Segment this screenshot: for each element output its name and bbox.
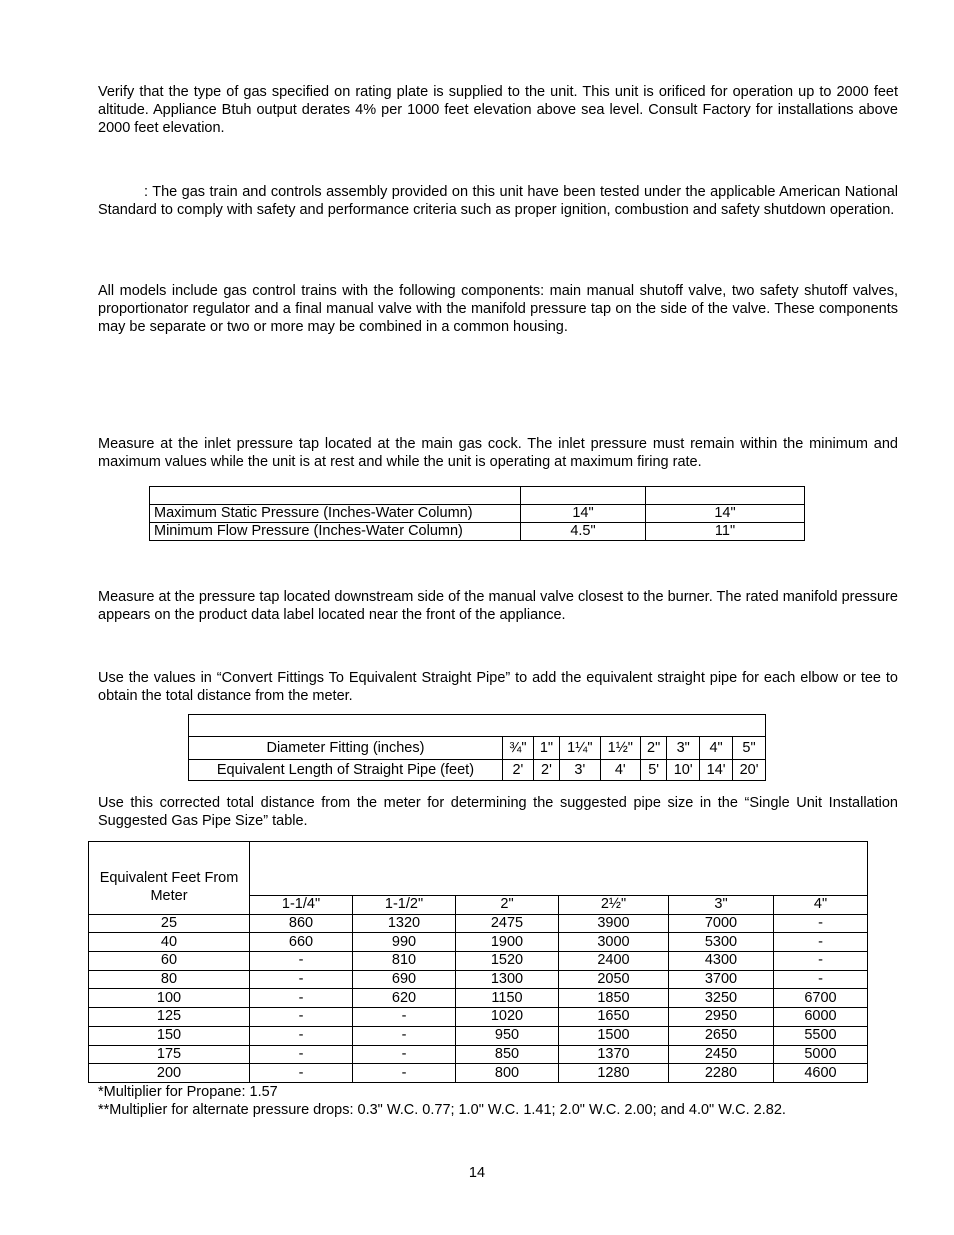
table-cell: 14' bbox=[700, 760, 733, 781]
propane-multiplier-note: *Multiplier for Propane: 1.57 bbox=[98, 1084, 278, 1100]
table-cell: 1320 bbox=[353, 914, 456, 933]
table-cell: - bbox=[250, 1045, 353, 1064]
table-cell: 2450 bbox=[669, 1045, 774, 1064]
table-cell: 1½" bbox=[600, 737, 640, 760]
table-cell: Minimum Flow Pressure (Inches-Water Column) bbox=[150, 523, 521, 541]
table-cell: 150 bbox=[89, 1026, 250, 1045]
table-cell: 125 bbox=[89, 1008, 250, 1027]
table-cell: 1850 bbox=[559, 989, 669, 1008]
table-cell: 20' bbox=[733, 760, 766, 781]
table-cell: 4' bbox=[600, 760, 640, 781]
table-cell: 3" bbox=[669, 896, 774, 915]
paragraph-gas-type: Verify that the type of gas specified on rating plate is supplied to the unit. This unit is orificed for operation up to 2000 feet altitude. Appliance Btuh output derates 4% per 1000 feet elevation above sea level. Consult Factory for installations above 2000 feet elevation. bbox=[98, 84, 898, 136]
table-cell: - bbox=[250, 952, 353, 971]
table-cell: - bbox=[250, 970, 353, 989]
paragraph-components: All models include gas control trains with the following components: main manual shutoff valve, two safety shutoff valves, proportionator regulator and a final manual valve with the manifold pressure tap on the side of the valve. These components may be separate or two or more may be combined in a common housing. bbox=[98, 283, 898, 335]
table-cell: 7000 bbox=[669, 914, 774, 933]
table-cell: 690 bbox=[353, 970, 456, 989]
table-cell: 1-1/2" bbox=[353, 896, 456, 915]
table-cell: 2½" bbox=[559, 896, 669, 915]
table-cell: 5' bbox=[641, 760, 667, 781]
table-cell: 2650 bbox=[669, 1026, 774, 1045]
table-cell: 2050 bbox=[559, 970, 669, 989]
table-cell: 2" bbox=[456, 896, 559, 915]
table-cell: 810 bbox=[353, 952, 456, 971]
table-cell: - bbox=[353, 1064, 456, 1083]
table-cell: 950 bbox=[456, 1026, 559, 1045]
table-cell: ¾" bbox=[502, 737, 533, 760]
table-row bbox=[89, 952, 868, 971]
table-cell: - bbox=[250, 1008, 353, 1027]
fittings-table bbox=[188, 714, 766, 781]
table-cell: 60 bbox=[89, 952, 250, 971]
table-row bbox=[89, 1045, 868, 1064]
paragraph-manifold-pressure: Measure at the pressure tap located downstream side of the manual valve closest to the burner. The rated manifold pressure appears on the product data label located near the front of the appliance. bbox=[98, 589, 898, 623]
table-cell: 2280 bbox=[669, 1064, 774, 1083]
table-cell: 1280 bbox=[559, 1064, 669, 1083]
table-cell: 3900 bbox=[559, 914, 669, 933]
table-cell: 1" bbox=[533, 737, 559, 760]
table-cell: 1500 bbox=[559, 1026, 669, 1045]
table-row bbox=[89, 933, 868, 952]
table-cell: 80 bbox=[89, 970, 250, 989]
row-header-cell: Equivalent Feet From Meter bbox=[89, 842, 250, 915]
table-cell: Diameter Fitting (inches) bbox=[189, 737, 503, 760]
table-cell: 200 bbox=[89, 1064, 250, 1083]
table-cell: 2" bbox=[641, 737, 667, 760]
table-cell: 3250 bbox=[669, 989, 774, 1008]
table-cell: - bbox=[774, 914, 868, 933]
table-cell: - bbox=[353, 1045, 456, 1064]
table-cell: - bbox=[250, 1026, 353, 1045]
table-row bbox=[89, 1026, 868, 1045]
table-cell: 800 bbox=[456, 1064, 559, 1083]
table-cell: 990 bbox=[353, 933, 456, 952]
table-cell: 11" bbox=[646, 523, 805, 541]
table-cell: 1650 bbox=[559, 1008, 669, 1027]
table-cell: 1-1/4" bbox=[250, 896, 353, 915]
table-cell: 2' bbox=[502, 760, 533, 781]
table-cell: 1¼" bbox=[560, 737, 600, 760]
paragraph-equivalent-pipe: Use the values in “Convert Fittings To Equivalent Straight Pipe” to add the equivalent straight pipe for each elbow or tee to obtain the total distance from the meter. bbox=[98, 670, 898, 704]
table-row bbox=[89, 914, 868, 933]
table-row bbox=[150, 523, 805, 541]
table-cell: 1150 bbox=[456, 989, 559, 1008]
paragraph-gas-train: : The gas train and controls assembly provided on this unit have been tested under the applicable American National Standard to comply with safety and performance criteria such as proper ignition, combustion and safety shutdown operation. bbox=[98, 184, 898, 218]
table-cell: 14" bbox=[646, 505, 805, 523]
table-cell: 5000 bbox=[774, 1045, 868, 1064]
table-cell: 5" bbox=[733, 737, 766, 760]
table-cell: 4600 bbox=[774, 1064, 868, 1083]
table-cell: 25 bbox=[89, 914, 250, 933]
table-cell: 1370 bbox=[559, 1045, 669, 1064]
gas-pipe-size-table bbox=[88, 841, 868, 1083]
table-cell: - bbox=[774, 952, 868, 971]
table-cell: 1900 bbox=[456, 933, 559, 952]
table-cell: 2400 bbox=[559, 952, 669, 971]
table-cell: 660 bbox=[250, 933, 353, 952]
table-cell: Equivalent Length of Straight Pipe (feet) bbox=[189, 760, 503, 781]
table-cell: - bbox=[250, 989, 353, 1008]
table-cell: 3' bbox=[560, 760, 600, 781]
table-cell: 100 bbox=[89, 989, 250, 1008]
table-cell: 3700 bbox=[669, 970, 774, 989]
table-cell: 5300 bbox=[669, 933, 774, 952]
table-cell: 3000 bbox=[559, 933, 669, 952]
paragraph-corrected-distance: Use this corrected total distance from the meter for determining the suggested pipe size in the “Single Unit Installation Suggested Gas Pipe Size” table. bbox=[98, 795, 898, 829]
table-cell: 1020 bbox=[456, 1008, 559, 1027]
table-cell: 6000 bbox=[774, 1008, 868, 1027]
table-cell: - bbox=[774, 933, 868, 952]
inlet-pressure-table bbox=[149, 486, 805, 541]
table-cell: - bbox=[353, 1026, 456, 1045]
table-cell: 5500 bbox=[774, 1026, 868, 1045]
table-cell: 1300 bbox=[456, 970, 559, 989]
table-row bbox=[150, 505, 805, 523]
table-cell: Maximum Static Pressure (Inches-Water Column) bbox=[150, 505, 521, 523]
table-cell: 6700 bbox=[774, 989, 868, 1008]
table-row bbox=[189, 760, 766, 781]
table-cell: 4" bbox=[700, 737, 733, 760]
table-cell: 2' bbox=[533, 760, 559, 781]
table-cell: 4300 bbox=[669, 952, 774, 971]
table-cell: 2475 bbox=[456, 914, 559, 933]
page-number: 14 bbox=[468, 1165, 486, 1181]
table-cell: 14" bbox=[521, 505, 646, 523]
table-row bbox=[189, 715, 766, 737]
table-row bbox=[189, 737, 766, 760]
table-row bbox=[89, 842, 868, 896]
table-cell: - bbox=[250, 1064, 353, 1083]
table-cell: - bbox=[774, 970, 868, 989]
table-cell: 175 bbox=[89, 1045, 250, 1064]
table-cell: 10' bbox=[667, 760, 700, 781]
table-row bbox=[150, 487, 805, 505]
table-row bbox=[89, 1008, 868, 1027]
table-cell: 860 bbox=[250, 914, 353, 933]
table-cell: 40 bbox=[89, 933, 250, 952]
pressure-drop-multiplier-note: **Multiplier for alternate pressure drops: 0.3" W.C. 0.77; 1.0" W.C. 1.41; 2.0" W.C. 2.00; and 4.0" W.C. 2.82. bbox=[98, 1102, 786, 1118]
table-cell: - bbox=[353, 1008, 456, 1027]
table-cell: 1520 bbox=[456, 952, 559, 971]
paragraph-inlet-pressure: Measure at the inlet pressure tap located at the main gas cock. The inlet pressure must remain within the minimum and maximum values while the unit is at rest and while the unit is operating at maximum firing rate. bbox=[98, 436, 898, 470]
table-row bbox=[89, 970, 868, 989]
table-row bbox=[89, 989, 868, 1008]
table-cell: 850 bbox=[456, 1045, 559, 1064]
table-cell: 4.5" bbox=[521, 523, 646, 541]
table-cell: 3" bbox=[667, 737, 700, 760]
table-row bbox=[89, 1064, 868, 1083]
table-cell: 2950 bbox=[669, 1008, 774, 1027]
table-cell: 620 bbox=[353, 989, 456, 1008]
table-cell: 4" bbox=[774, 896, 868, 915]
